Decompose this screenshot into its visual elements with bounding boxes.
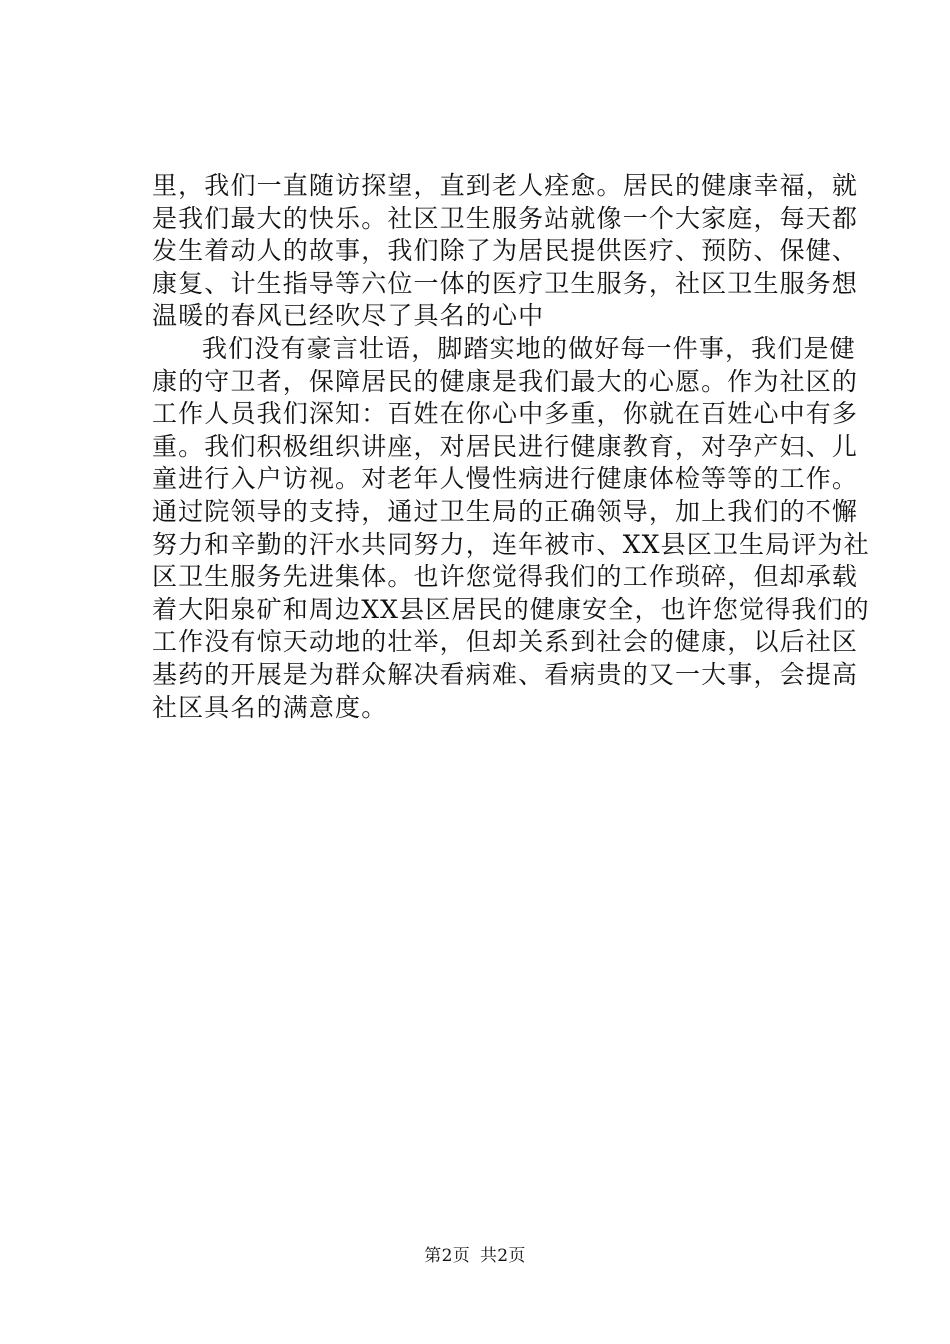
page-footer xyxy=(0,1245,950,1267)
page-number: 第2页 xyxy=(424,1246,470,1266)
text-line: 工作人员我们深知：百姓在你心中多重，你就在百姓心中有多 xyxy=(152,399,859,429)
text-line: 发生着动人的故事，我们除了为居民提供医疗、预防、保健、 xyxy=(152,236,859,266)
text-line: 是我们最大的快乐。社区卫生服务站就像一个大家庭，每天都 xyxy=(152,203,859,233)
text-line: 童进行入户访视。对老年人慢性病进行健康体检等等的工作。 xyxy=(152,464,859,494)
text-line: 区卫生服务先进集体。也许您觉得我们的工作琐碎，但却承载 xyxy=(152,562,859,592)
text-line: 努力和辛勤的汗水共同努力，连年被市、XX县区卫生局评为社 xyxy=(152,529,870,559)
text-line: 通过院领导的支持，通过卫生局的正确领导，加上我们的不懈 xyxy=(152,496,859,526)
text-line: 着大阳泉矿和周边XX县区居民的健康安全，也许您觉得我们的 xyxy=(152,594,870,624)
text-line: 温暖的春风已经吹尽了具名的心中 xyxy=(152,301,545,331)
document-body xyxy=(152,170,870,724)
text-line: 基药的开展是为群众解决看病难、看病贵的又一大事，会提高 xyxy=(152,659,859,689)
total-pages: 共2页 xyxy=(480,1246,526,1266)
text-line: 康的守卫者，保障居民的健康是我们最大的心愿。作为社区的 xyxy=(152,366,859,396)
text-line: 工作没有惊天动地的壮举，但却关系到社会的健康，以后社区 xyxy=(152,627,859,657)
text-line: 社区具名的满意度。 xyxy=(152,692,388,722)
text-line: 康复、计生指导等六位一体的医疗卫生服务，社区卫生服务想 xyxy=(152,268,859,298)
text-line-indented: 我们没有豪言壮语，脚踏实地的做好每一件事，我们是健 xyxy=(202,333,856,363)
text-line: 里，我们一直随访探望，直到老人痊愈。居民的健康幸福，就 xyxy=(152,171,859,200)
text-line: 重。我们积极组织讲座，对居民进行健康教育，对孕产妇、儿 xyxy=(152,431,859,461)
